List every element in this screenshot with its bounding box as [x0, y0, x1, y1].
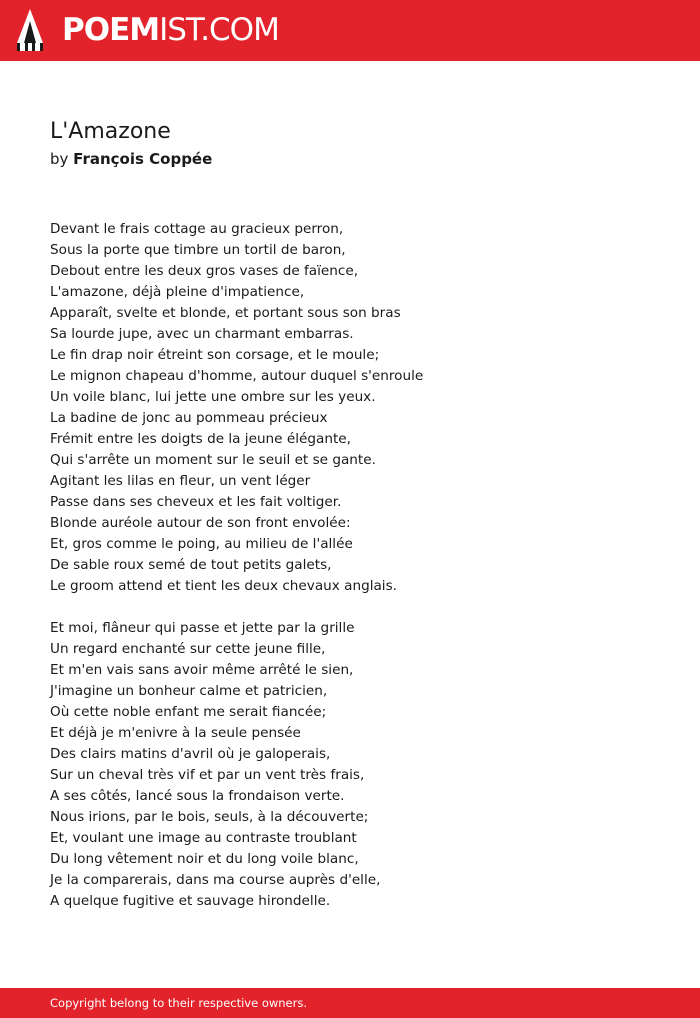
- poem-body: [50, 219, 670, 933]
- poem-line: Sa lourde jupe, avec un charmant embarras.: [50, 326, 354, 342]
- poem-line: Des clairs matins d'avril où je galoperais,: [50, 746, 331, 762]
- poem-line: Et déjà je m'enivre à la seule pensée: [50, 725, 301, 741]
- poem-line: Un regard enchanté sur cette jeune fille,: [50, 641, 326, 657]
- poem-line: Le mignon chapeau d'homme, autour duquel s'enroule: [50, 368, 424, 384]
- poem-line: Agitant les lilas en fleur, un vent léger: [50, 473, 311, 489]
- site-header: [0, 0, 700, 61]
- stanza: [50, 618, 670, 912]
- poem-line: Je la comparerais, dans ma course auprès d'elle,: [50, 872, 381, 888]
- poem-line: Nous irions, par le bois, seuls, à la découverte;: [50, 809, 369, 825]
- logo-brand-light: IST.COM: [159, 12, 279, 48]
- poem-line: Blonde auréole autour de son front envolée:: [50, 515, 351, 531]
- pencil-tip-icon[interactable]: [17, 9, 43, 51]
- site-logo[interactable]: [62, 11, 279, 49]
- poem-line: Qui s'arrête un moment sur le seuil et se gante.: [50, 452, 376, 468]
- poem-line: L'amazone, déjà pleine d'impatience,: [50, 284, 305, 300]
- poem-line: Et, gros comme le poing, au milieu de l'allée: [50, 536, 353, 552]
- poem-line: A quelque fugitive et sauvage hirondelle.: [50, 893, 331, 909]
- poem-line: Le fin drap noir étreint son corsage, et le moule;: [50, 347, 380, 363]
- poem-line: Sur un cheval très vif et par un vent très frais,: [50, 767, 365, 783]
- poem-line: J'imagine un bonheur calme et patricien,: [50, 683, 328, 699]
- byline-prefix: by: [50, 150, 74, 168]
- poem-line: Un voile blanc, lui jette une ombre sur les yeux.: [50, 389, 376, 405]
- poem-line: Frémit entre les doigts de la jeune élégante,: [50, 431, 351, 447]
- poem-line: A ses côtés, lancé sous la frondaison verte.: [50, 788, 345, 804]
- stanza: [50, 219, 670, 597]
- site-footer: [0, 988, 700, 1018]
- poem-byline: [50, 149, 212, 169]
- poem-line: Où cette noble enfant me serait fiancée;: [50, 704, 327, 720]
- poem-line: Sous la porte que timbre un tortil de baron,: [50, 242, 346, 258]
- poem-line: Et, voulant une image au contraste troublant: [50, 830, 357, 846]
- poem-line: Du long vêtement noir et du long voile blanc,: [50, 851, 359, 867]
- poem-line: Devant le frais cottage au gracieux perron,: [50, 221, 344, 237]
- poem-title: L'Amazone: [50, 119, 171, 144]
- poem-line: Debout entre les deux gros vases de faïence,: [50, 263, 359, 279]
- logo-brand-bold: POEM: [62, 12, 160, 48]
- poem-line: Passe dans ses cheveux et les fait voltiger.: [50, 494, 342, 510]
- poem-author: François Coppée: [73, 150, 213, 168]
- poem-line: Et moi, flâneur qui passe et jette par la grille: [50, 620, 355, 636]
- poem-line: Le groom attend et tient les deux chevaux anglais.: [50, 578, 397, 594]
- poem-line: Apparaît, svelte et blonde, et portant sous son bras: [50, 305, 401, 321]
- poem-line: Et m'en vais sans avoir même arrêté le sien,: [50, 662, 354, 678]
- copyright-notice: Copyright belong to their respective owners.: [50, 996, 308, 1010]
- poem-line: La badine de jonc au pommeau précieux: [50, 410, 328, 426]
- poem-line: De sable roux semé de tout petits galets,: [50, 557, 332, 573]
